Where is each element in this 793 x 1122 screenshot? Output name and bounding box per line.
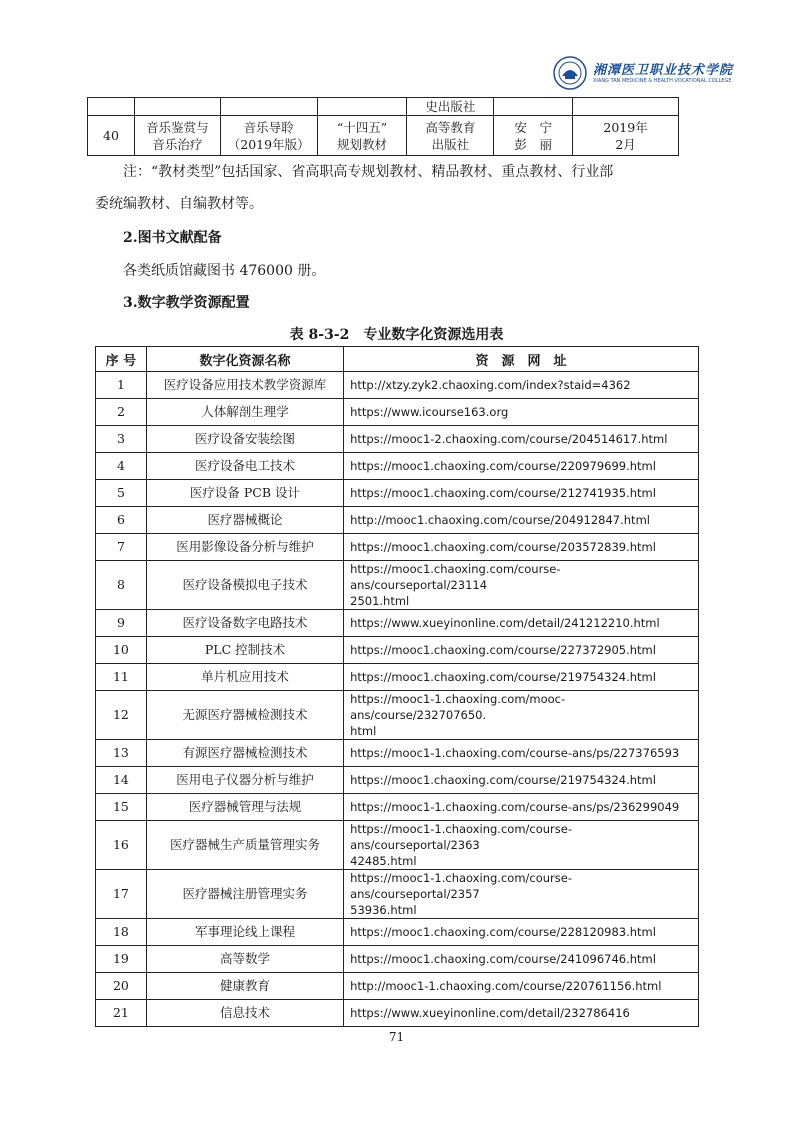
book-title-cell: 音乐导聆 （2019年版） [220,116,317,156]
resource-url: http://xtzy.zyk2.chaoxing.com/index?staid=4362 [344,372,699,399]
resource-url: https://www.xueyinonline.com/detail/241212210.html [344,610,699,637]
table-row [96,507,699,534]
logo-title: 湘潭医卫职业技术学院 [593,63,734,78]
resource-url: https://mooc1-1.chaoxing.com/course-ans/ps/227376593 [344,740,699,767]
resource-url: https://mooc1.chaoxing.com/course/212741935.html [344,480,699,507]
book-type-cell: “十四五” 规划教材 [317,116,407,156]
header-number: 序 号 [96,347,147,372]
row-number: 6 [96,507,147,534]
section-heading-digital: 3.数字教学资源配置 [123,295,250,311]
row-number: 18 [96,919,147,946]
table-row [96,453,699,480]
book-count-text: 各类纸质馆藏图书 476000 册。 [123,263,326,279]
resource-name: 信息技术 [146,1000,343,1027]
resource-name: PLC 控制技术 [146,637,343,664]
resource-name: 医疗设备 PCB 设计 [146,480,343,507]
table-row [96,794,699,821]
resource-url: https://mooc1-2.chaoxing.com/course/204514617.html [344,426,699,453]
page-number: 71 [388,1030,405,1044]
table-row [96,637,699,664]
resource-url: https://mooc1.chaoxing.com/course/219754324.html [344,767,699,794]
resource-url: https://mooc1-1.chaoxing.com/course-ans/courseportal/2357 53936.html [344,870,699,919]
textbook-table [87,97,679,156]
row-number: 3 [96,426,147,453]
resource-url: http://mooc1-1.chaoxing.com/course/220761156.html [344,973,699,1000]
table-caption: 表 8-3-2 专业数字化资源选用表 [289,327,504,343]
resource-name: 健康教育 [146,973,343,1000]
row-number: 5 [96,480,147,507]
resource-url: https://www.icourse163.org [344,399,699,426]
college-logo [553,56,734,92]
note-line-2: 委统编教材、自编教材等。 [95,196,263,212]
publisher-cell: 高等教育 出版社 [407,116,494,156]
header-resource-name: 数字化资源名称 [146,347,343,372]
row-number: 4 [96,453,147,480]
row-number: 7 [96,534,147,561]
resource-url: https://mooc1.chaoxing.com/course/219754324.html [344,664,699,691]
resource-name: 有源医疗器械检测技术 [146,740,343,767]
resource-url: https://mooc1.chaoxing.com/course-ans/courseportal/23114 2501.html [344,561,699,610]
table-row [96,561,699,610]
resource-url: https://mooc1.chaoxing.com/course/227372905.html [344,637,699,664]
resource-name: 单片机应用技术 [146,664,343,691]
resource-name: 医疗设备数字电路技术 [146,610,343,637]
publisher-cell: 史出版社 [407,98,494,116]
logo-subtitle: XIANG TAN MEDICINE & HEALTH VOCATIONAL COLLEGE [593,78,732,84]
table-row [96,767,699,794]
section-heading-books: 2.图书文献配备 [123,230,222,246]
resource-url: https://mooc1-1.chaoxing.com/mooc-ans/course/232707650. html [344,691,699,740]
note-line-1: 注：“教材类型”包括国家、省高职高专规划教材、精品教材、重点教材、行业部 [123,164,614,180]
resource-url: http://mooc1.chaoxing.com/course/204912847.html [344,507,699,534]
table-row [88,116,679,156]
table-row [96,919,699,946]
table-row [96,691,699,740]
digital-resource-table [95,346,699,1027]
table-row [96,1000,699,1027]
resource-name: 医用影像设备分析与维护 [146,534,343,561]
author-cell: 安 宁 彭 丽 [494,116,573,156]
college-seal-icon [553,56,587,90]
resource-url: https://mooc1.chaoxing.com/course/203572839.html [344,534,699,561]
table-row [88,98,679,116]
table-header-row [96,347,699,372]
table-row [96,973,699,1000]
resource-url: https://mooc1-1.chaoxing.com/course-ans/courseportal/2363 42485.html [344,821,699,870]
resource-name: 医疗器械生产质量管理实务 [146,821,343,870]
row-number: 11 [96,664,147,691]
resource-name: 医疗器械管理与法规 [146,794,343,821]
resource-name: 医疗器械注册管理实务 [146,870,343,919]
row-number: 2 [96,399,147,426]
table-row [96,534,699,561]
resource-url: https://www.xueyinonline.com/detail/232786416 [344,1000,699,1027]
row-number: 19 [96,946,147,973]
resource-name: 人体解剖生理学 [146,399,343,426]
resource-name: 医疗器械概论 [146,507,343,534]
table-row [96,480,699,507]
row-number: 13 [96,740,147,767]
resource-url: https://mooc1.chaoxing.com/course/220979699.html [344,453,699,480]
date-cell: 2019年 2月 [573,116,679,156]
header-resource-url: 资 源 网 址 [344,347,699,372]
resource-name: 医疗设备应用技术教学资源库 [146,372,343,399]
row-number: 9 [96,610,147,637]
table-row [96,740,699,767]
row-number: 40 [88,116,135,156]
resource-name: 医疗设备安装绘图 [146,426,343,453]
row-number: 15 [96,794,147,821]
table-row [96,372,699,399]
resource-name: 医疗设备模拟电子技术 [146,561,343,610]
row-number: 8 [96,561,147,610]
table-row [96,946,699,973]
row-number: 20 [96,973,147,1000]
resource-name: 医疗设备电工技术 [146,453,343,480]
row-number: 21 [96,1000,147,1027]
row-number: 12 [96,691,147,740]
table-row [96,664,699,691]
table-row [96,399,699,426]
course-cell: 音乐鉴赏与 音乐治疗 [134,116,220,156]
table-row [96,426,699,453]
resource-name: 无源医疗器械检测技术 [146,691,343,740]
row-number: 10 [96,637,147,664]
resource-url: https://mooc1.chaoxing.com/course/228120983.html [344,919,699,946]
table-row [96,870,699,919]
row-number: 17 [96,870,147,919]
table-row [96,610,699,637]
row-number: 16 [96,821,147,870]
row-number: 14 [96,767,147,794]
row-number: 1 [96,372,147,399]
table-row [96,821,699,870]
resource-url: https://mooc1.chaoxing.com/course/241096746.html [344,946,699,973]
resource-name: 军事理论线上课程 [146,919,343,946]
resource-url: https://mooc1-1.chaoxing.com/course-ans/ps/236299049 [344,794,699,821]
resource-name: 高等数学 [146,946,343,973]
resource-name: 医用电子仪器分析与维护 [146,767,343,794]
